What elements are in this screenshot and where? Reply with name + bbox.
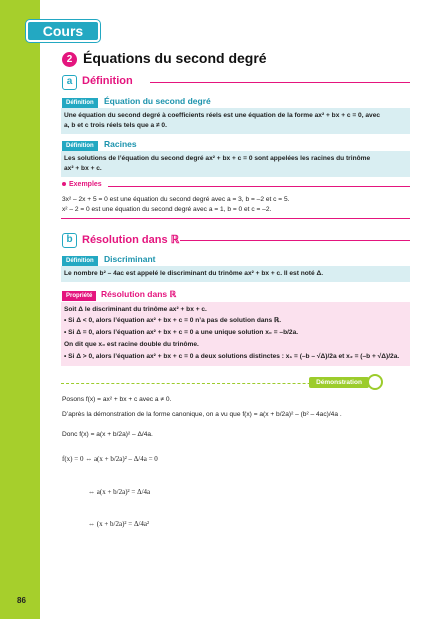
definition-box: [61, 151, 410, 177]
subsection-a-rule: [150, 82, 410, 83]
demonstration-text: Donc f(x) = a(x + b/2a)² – Δ/4a.: [62, 431, 153, 438]
definition-text: Les solutions de l’équation du second degré ax² + bx + c = 0 sont appelées les racines du trinôme: [64, 155, 371, 162]
demonstration-text: Posons f(x) = ax² + bx + c avec a ≠ 0.: [62, 396, 172, 403]
section-number: 2: [62, 52, 77, 67]
demonstration-text: D’après la démonstration de la forme canonique, on a vu que f(x) = a(x + b/2a)² – (b² – 4ac)/4a .: [62, 411, 342, 418]
demonstration-tag: Démonstration: [309, 377, 369, 388]
equation-line: ⇔ a(x + b/2a)² = Δ/4a: [88, 488, 151, 496]
page-number: 86: [17, 596, 26, 605]
examples-label-text: Exemples: [69, 181, 102, 188]
definition-box: [61, 266, 410, 282]
bullet-icon: [62, 182, 66, 186]
definition-title: Discriminant: [104, 254, 156, 264]
page-tag: Cours: [26, 20, 100, 42]
subsection-b-rule: [180, 240, 410, 241]
property-tag: Propriété: [62, 291, 96, 301]
equation-line: ⇔ (x + b/2a)² = Δ/4a²: [88, 520, 150, 528]
definition-text: Une équation du second degré à coefficients réels est une équation de la forme ax² + bx + c = 0, avec: [64, 112, 381, 119]
left-margin-band: [0, 0, 40, 619]
definition-tag: Définition: [62, 256, 98, 266]
property-text: • Si Δ < 0, alors l’équation ax² + bx + c = 0 n’a pas de solution dans ℝ.: [64, 317, 282, 324]
definition-box: [61, 108, 410, 134]
gear-icon: [367, 374, 383, 390]
definition-text: ax² + bx + c.: [64, 165, 102, 172]
definition-title: Racines: [104, 139, 137, 149]
subsection-b-title: Résolution dans ℝ: [82, 234, 180, 246]
subsection-a-title: Définition: [82, 75, 133, 87]
property-text: On dit que x₀ est racine double du trinôme.: [64, 341, 199, 348]
definition-text: Le nombre b² – 4ac est appelé le discriminant du trinôme ax² + bx + c. Il est noté Δ.: [64, 270, 324, 277]
example-line: 3x² – 2x + 5 = 0 est une équation du second degré avec a = 3, b = –2 et c = 5.: [62, 196, 290, 203]
examples-bottom-rule: [61, 218, 410, 219]
property-text: • Si Δ = 0, alors l’équation ax² + bx + c = 0 a une unique solution x₀ = –b/2a.: [64, 329, 299, 336]
section-title: Équations du second degré: [83, 50, 267, 66]
property-title: Résolution dans ℝ: [101, 289, 177, 299]
example-line: x² – 2 = 0 est une équation du second degré avec a = 1, b = 0 et c = –2.: [62, 206, 272, 213]
property-box: [61, 302, 410, 366]
property-text: Soit Δ le discriminant du trinôme ax² + bx + c.: [64, 306, 207, 313]
subsection-b-letter: b: [62, 233, 77, 248]
subsection-a-letter: a: [62, 75, 77, 90]
definition-tag: Définition: [62, 141, 98, 151]
examples-rule: [108, 186, 410, 187]
property-text: • Si Δ > 0, alors l’équation ax² + bx + c = 0 a deux solutions distinctes : x₁ = (–b – √Δ)/2a et x₂ = (–b + √Δ)/2a.: [64, 353, 400, 360]
examples-label: [62, 181, 102, 188]
definition-text: a, b et c trois réels tels que a ≠ 0.: [64, 122, 167, 129]
definition-title: Équation du second degré: [104, 96, 211, 106]
equation-line: f(x) = 0 ⇔ a(x + b/2a)² – Δ/4a = 0: [62, 455, 158, 463]
definition-tag: Définition: [62, 98, 98, 108]
